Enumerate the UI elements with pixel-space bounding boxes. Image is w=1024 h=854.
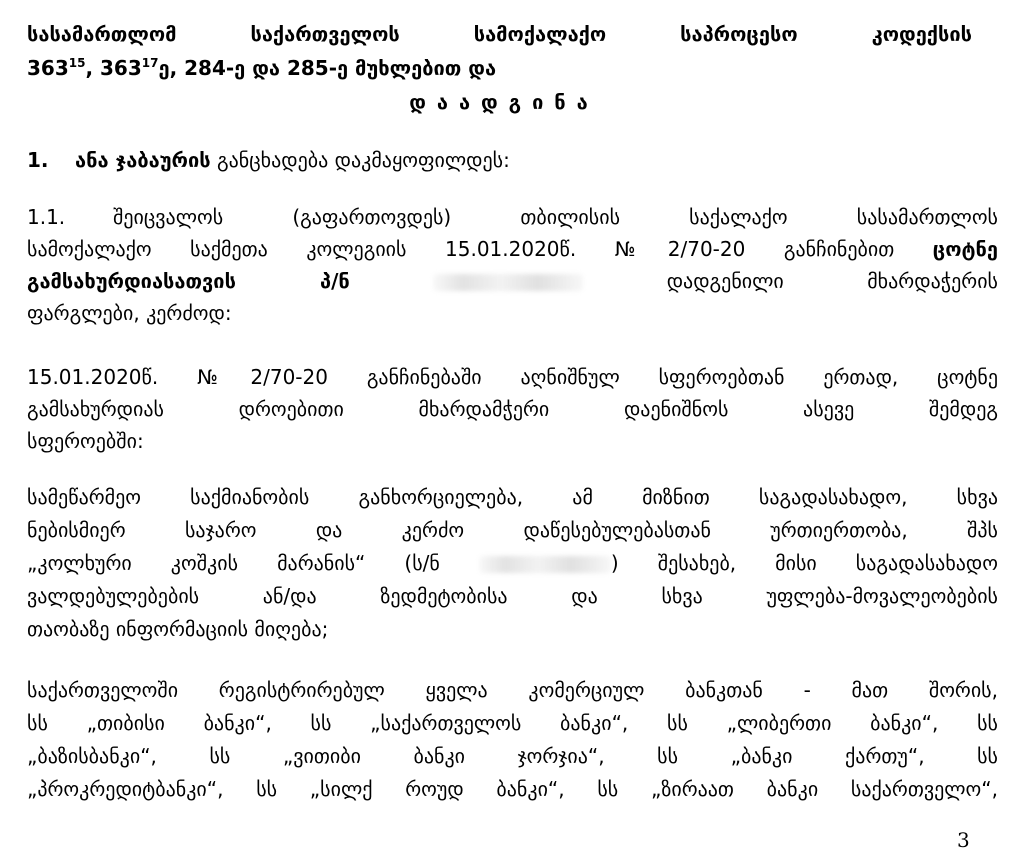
redacted-company-id [479, 556, 611, 573]
paragraph-3-line-3-rest: ) შესახებ, მისი საგადასახადო [610, 551, 998, 575]
page-number: 3 [957, 828, 970, 852]
article-separator: , [85, 56, 101, 80]
paragraph-4-line-4: „პროკრედიტბანკი“, სს „სილქ როუდ ბანკი“, სს „ზირაათ ბანკი საქართველო“, [27, 777, 998, 801]
item-1-line [27, 144, 998, 177]
item-1-1-line-2 [27, 233, 998, 265]
paragraph-4-line-2: სს „თიბისი ბანკი“, სს „საქართველოს ბანკი“, სს „ლიბერთი ბანკი“, სს [27, 711, 998, 735]
company-name-text: „კოლხური კოშკის მარანის“ (ს/ნ [27, 551, 440, 575]
supported-person-first-name: ცოტნე [932, 237, 998, 261]
paragraph-2-line-2: გამსახურდიას დროებითი მხარდამჭერი დაენიშნოს ასევე შემდეგ [27, 397, 998, 421]
item-1-1-line-1 [27, 201, 998, 233]
item-1-1-number: 1.1. [27, 205, 66, 229]
item-1-1-line-3 [27, 265, 998, 297]
article-number-2: 363 [100, 56, 142, 80]
paragraph-3-line-5: თაობაზე ინფორმაციის მიღება; [27, 617, 329, 641]
supported-person-surname-id-label: გამსახურდიასათვის პ/ნ [27, 269, 350, 293]
paragraph-4-line-1: საქართველოში რეგისტრირებულ ყველა კომერციულ ბანკთან - მათ შორის, [27, 678, 998, 702]
article-superscript-1: 15 [68, 56, 86, 70]
paragraph-4 [27, 674, 998, 806]
item-1-1-line-1-text: შეიცვალოს (გაფართოვდეს) თბილისის საქალაქო სასამართლოს [113, 205, 998, 229]
header-line-2 [27, 51, 972, 85]
item-1-text: განცხადება დაკმაყოფილდეს: [216, 148, 510, 172]
paragraph-3-line-2: ნებისმიერ საჯარო და კერძო დაწესებულებასთან ურთიერთობა, შპს [27, 518, 998, 542]
item-1 [27, 144, 998, 177]
paragraph-3 [27, 481, 998, 646]
applicant-name: ანა ჯაბაურის [75, 148, 211, 172]
ruling-header [27, 17, 972, 119]
item-1-1-line-2-text: სამოქალაქო საქმეთა კოლეგიის 15.01.2020წ. №2/70-20 განჩინებით [27, 237, 895, 261]
decision-heading: დ ა ა დ გ ი ნ ა [409, 90, 590, 114]
article-number-1: 363 [27, 56, 69, 80]
item-1-1-line-3-text: დადგენილი მხარდაჭერის [666, 269, 998, 293]
paragraph-3-line-1: სამეწარმეო საქმიანობის განხორციელება, ამ მიზნით საგადასახადო, სხვა [27, 485, 998, 509]
paragraph-2-line-3: სფეროებში: [27, 429, 144, 453]
paragraph-3-line-3 [27, 547, 998, 580]
paragraph-2 [27, 361, 998, 457]
header-line-2-rest: ე, 284-ე და 285-ე მუხლებით და [158, 56, 497, 80]
redacted-personal-number [433, 274, 583, 291]
article-superscript-2: 17 [141, 56, 159, 70]
item-1-number: 1. [27, 148, 49, 172]
item-1-1-line-4: ფარგლები, კერძოდ: [27, 301, 232, 325]
paragraph-2-line-1: 15.01.2020წ. №2/70-20 განჩინებაში აღნიშნულ სფეროებთან ერთად, ცოტნე [27, 365, 998, 389]
paragraph-3-line-4: ვალდებულებების ან/და ზედმეტობისა და სხვა უფლება-მოვალეობების [27, 584, 998, 608]
item-1-1 [27, 201, 998, 329]
header-line-1: სასამართლომ საქართველოს სამოქალაქო საპროცესო კოდექსის [27, 22, 972, 46]
paragraph-4-line-3: „ბაზისბანკი“, სს „ვითიბი ბანკი ჯორჯია“, სს „ბანკი ქართუ“, სს [27, 744, 998, 768]
